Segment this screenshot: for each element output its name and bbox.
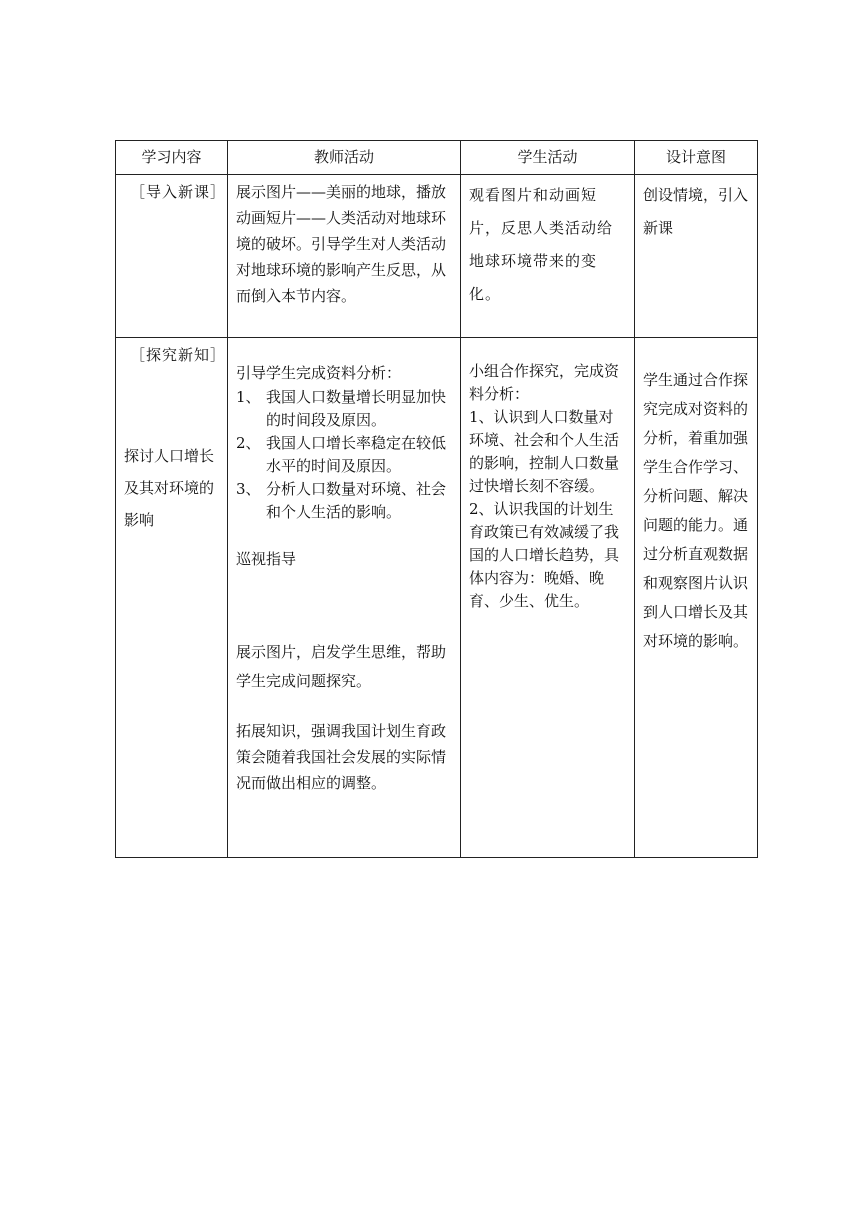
list-item — [236, 432, 454, 478]
explore-student-cell — [461, 338, 635, 858]
explore-section-cell — [116, 338, 228, 858]
explore-section-label: ［探究新知］ — [130, 346, 227, 364]
header-learning-content: 学习内容 — [116, 141, 228, 175]
student-group-text: 小组合作探究，完成资料分析： — [469, 362, 620, 403]
intro-teacher-text: 展示图片——美丽的地球，播放动画短片——人类活动对地球环境的破坏。引导学生对人类活动对地球环境的影响产生反思，从而倒入本节内容。 — [236, 183, 447, 305]
intro-design-text: 创设情境，引入新课 — [643, 186, 749, 237]
header-teacher-activity: 教师活动 — [228, 141, 461, 175]
list-item-number: 2、 — [236, 434, 261, 452]
explore-topic-text: 探讨人口增长及其对环境的影响 — [124, 447, 215, 529]
intro-student-text: 观看图片和动画短片，反思人类活动给地球环境带来的变化。 — [469, 186, 614, 303]
list-item-text: 分析人口数量对环境、社会和个人生活的影响。 — [266, 480, 447, 521]
teacher-show-text: 展示图片，启发学生思维，帮助学生完成问题探究。 — [236, 643, 447, 690]
table-row-intro — [116, 175, 758, 338]
intro-section-cell — [116, 175, 228, 338]
student-point-1: 1、认识到人口数量对环境、社会和个人生活的影响，控制人口数量过快增长刻不容缓。 — [469, 408, 620, 495]
explore-teacher-cell — [228, 338, 461, 858]
explore-design-cell — [635, 338, 758, 858]
list-item-number: 1、 — [236, 388, 261, 406]
list-item — [236, 386, 454, 432]
table-header-row — [116, 141, 758, 175]
teacher-patrol-text: 巡视指导 — [236, 550, 297, 568]
student-point-2: 2、认识我国的计划生育政策已有效减缓了我国的人口增长趋势，具体内容为：晚婚、晚育、少生、优生。 — [469, 500, 620, 610]
list-item-number: 3、 — [236, 480, 261, 498]
intro-teacher-cell — [228, 175, 461, 338]
list-item — [236, 478, 454, 524]
teacher-analysis-list — [236, 386, 454, 524]
teacher-extend-text: 拓展知识，强调我国计划生育政策会随着我国社会发展的实际情况而做出相应的调整。 — [236, 722, 447, 792]
intro-section-label: ［导入新课］ — [130, 183, 227, 201]
teacher-guide-text: 引导学生完成资料分析： — [236, 364, 402, 382]
lesson-plan-table — [115, 140, 758, 858]
explore-design-text: 学生通过合作探究完成对资料的分析，着重加强学生合作学习、分析问题、解决问题的能力。通过分析直观数据和观察图片认识到人口增长及其对环境的影响。 — [643, 371, 749, 650]
header-design-intent: 设计意图 — [635, 141, 758, 175]
list-item-text: 我国人口增长率稳定在较低水平的时间及原因。 — [266, 434, 447, 475]
intro-student-cell — [461, 175, 635, 338]
list-item-text: 我国人口数量增长明显加快的时间段及原因。 — [266, 388, 447, 429]
table-row-explore — [116, 338, 758, 858]
intro-design-cell — [635, 175, 758, 338]
header-student-activity: 学生活动 — [461, 141, 635, 175]
